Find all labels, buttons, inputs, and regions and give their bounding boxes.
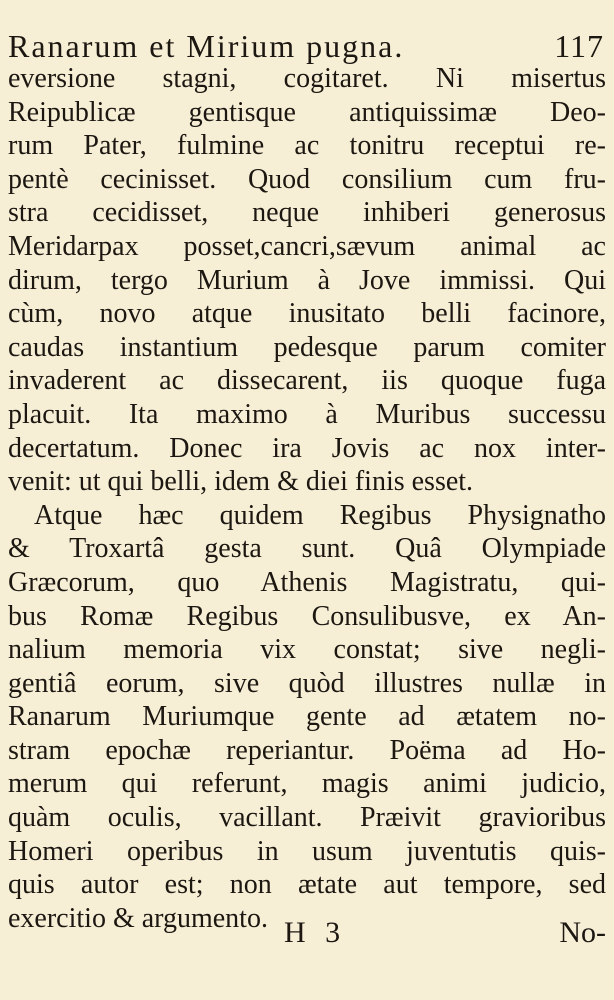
text-line: venit: ut qui belli, idem & diei finis esset. [8, 466, 474, 498]
signature-mark: H 3 [284, 916, 347, 949]
text-line: gentiâ eorum, sive quòd illustres nullæ in [8, 667, 606, 699]
text-line: dirum, tergo Murium à Jove immissi. Qui [8, 264, 606, 296]
text-line: Reipublicæ gentisque antiquissimæ Deo- [8, 96, 606, 128]
page-footer [0, 912, 614, 954]
text-line: exercitio & argumento. [8, 902, 268, 934]
text-line: Atque hæc quidem Regibus Physignatho [34, 499, 606, 531]
text-line: cùm, novo atque inusitato belli facinore, [8, 298, 606, 330]
running-head [8, 26, 604, 66]
paragraph-2 [8, 499, 606, 936]
text-line: Ranarum Muriumque gente ad ætatem no- [8, 701, 606, 733]
paragraph-1 [8, 62, 606, 499]
running-title: Ranarum et Mirium pugna. [8, 28, 405, 64]
catchword: No- [559, 916, 606, 949]
text-line: quàm oculis, vacillant. Præivit gravioribus [8, 802, 606, 834]
text-line: caudas instantium pedesque parum comiter [8, 331, 606, 363]
text-line: quis autor est; non ætate aut tempore, sed [8, 869, 606, 901]
text-line: pentè cecinisset. Quod consilium cum fru- [8, 163, 606, 195]
text-line: merum qui referunt, magis animi judicio, [8, 768, 606, 800]
text-line: stra cecidisset, neque inhiberi generosus [8, 197, 606, 229]
page-number: 117 [554, 28, 604, 64]
text-line: Meridarpax posset,cancri,sævum animal ac [8, 230, 606, 262]
body-text [8, 62, 606, 935]
text-line: rum Pater, fulmine ac tonitru receptui re- [8, 130, 606, 162]
text-line: Homeri operibus in usum juventutis quis- [8, 835, 606, 867]
text-line: invaderent ac dissecarent, iis quoque fuga [8, 365, 606, 397]
text-line: & Troxartâ gesta sunt. Quâ Olympiade [8, 533, 606, 565]
text-line: nalium memoria vix constat; sive negli- [8, 634, 606, 666]
text-line: decertatum. Donec ira Jovis ac nox inter- [8, 432, 606, 464]
text-line: Græcorum, quo Athenis Magistratu, qui- [8, 566, 606, 598]
text-line: eversione stagni, cogitaret. Ni misertus [8, 63, 606, 94]
text-line: stram epochæ reperiantur. Poëma ad Ho- [8, 734, 606, 766]
text-line: placuit. Ita maximo à Muribus successu [8, 398, 606, 430]
text-line: bus Romæ Regibus Consulibusve, ex An- [8, 600, 606, 632]
